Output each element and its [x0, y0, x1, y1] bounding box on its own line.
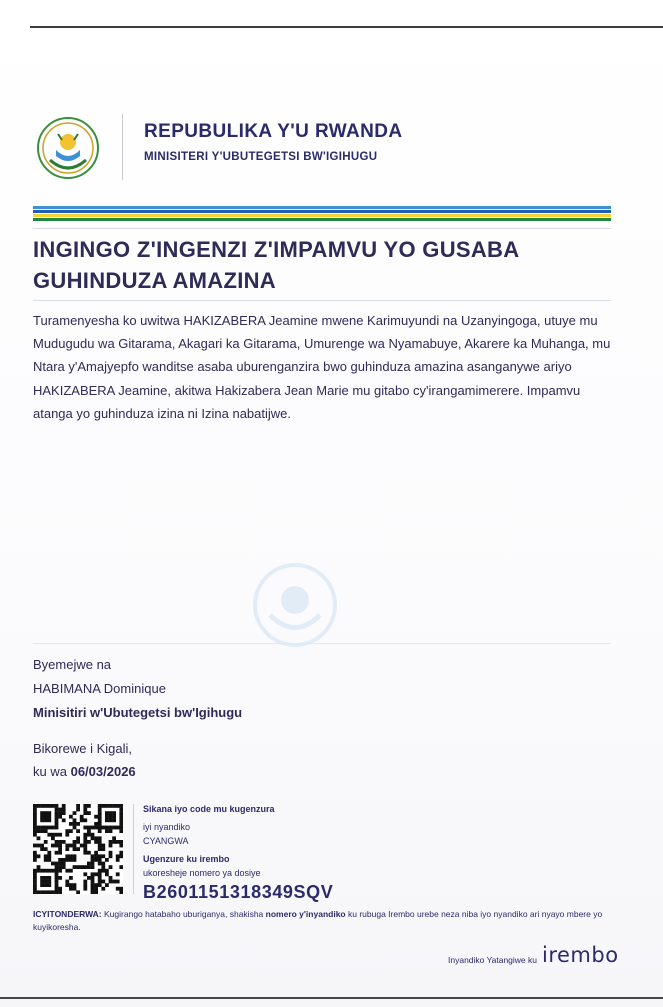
notice-text-b: ku rubuga Irembo urebe neza niba iyo nyandiko ari nyayo mbere yo kuyikoresha.: [33, 909, 603, 932]
document-body: Turamenyesha ko uwitwa HAKIZABERA Jeamine mwene Karimuyundi na Uzanyingoga, utuye mu Mudugudu wa Gitarama, Akagari ka Gitarama, Umurenge wa Nyamabuye, Akarere ka Muhanga, mu Ntara y'Amajyepfo wanditse asaba uburenganzira bwo guhinduza amazina asanganywe ariyo HAKIZABERA Jeamine, akitwa Hakizabera Jean Marie mu gitabo cy'irangamimerere. Impamvu atanga yo guhinduza izina ni Izina nabatijwe.: [33, 313, 611, 421]
republic-title: REPUBULIKA Y'U RWANDA: [144, 121, 403, 142]
or-label: CYANGWA: [143, 836, 189, 846]
issue-date-line: [33, 764, 136, 779]
rwanda-coat-of-arms-icon: [36, 116, 100, 180]
verify-title: Ugenzure ku irembo: [143, 854, 230, 864]
document-title: INGINGO Z'INGENZI Z'IMPAMVU YO GUSABA GUHINDUZA AMAZINA: [33, 237, 519, 293]
watermark-seal-icon: [250, 560, 340, 650]
issued-on-label: Inyandiko Yatangiwe ku: [448, 955, 537, 965]
divider: [33, 643, 611, 644]
divider: [33, 228, 611, 229]
page-edge-top: [30, 26, 663, 28]
place-label: Bikorewe i Kigali,: [33, 741, 132, 756]
approved-by-label: Byemejwe na: [33, 657, 112, 672]
scan-instruction: Sikana iyo code mu kugenzura: [143, 804, 275, 814]
issue-date: 06/03/2026: [70, 764, 136, 779]
notice: [33, 908, 613, 934]
notice-text-a: Kugirango hatabaho uburiganya, shakisha: [104, 909, 264, 919]
application-number[interactable]: B2601151318349SQV: [143, 882, 334, 902]
date-prefix: ku wa: [33, 764, 67, 779]
divider: [33, 300, 611, 301]
qr-divider: [133, 804, 134, 894]
verify-subtitle: ukoresheje nomero ya dosiye: [143, 868, 261, 878]
header-divider: [122, 114, 123, 180]
ministry-subtitle: MINISITERI Y'UBUTEGETSI BW'IGIHUGU: [144, 151, 378, 163]
approver-name: HABIMANA Dominique: [33, 681, 166, 696]
page-edge-bottom: [0, 997, 663, 999]
notice-text-bold: nomero y'inyandiko: [265, 909, 346, 919]
approver-role: Minisitiri w'Ubutegetsi bw'Igihugu: [33, 705, 243, 720]
notice-label: ICYITONDERWA:: [33, 909, 102, 919]
qr-code[interactable]: [33, 804, 123, 894]
flag-stripe: [33, 206, 611, 219]
scan-instruction-2: iyi nyandiko: [143, 822, 191, 832]
irembo-logo: irembo: [542, 943, 619, 967]
